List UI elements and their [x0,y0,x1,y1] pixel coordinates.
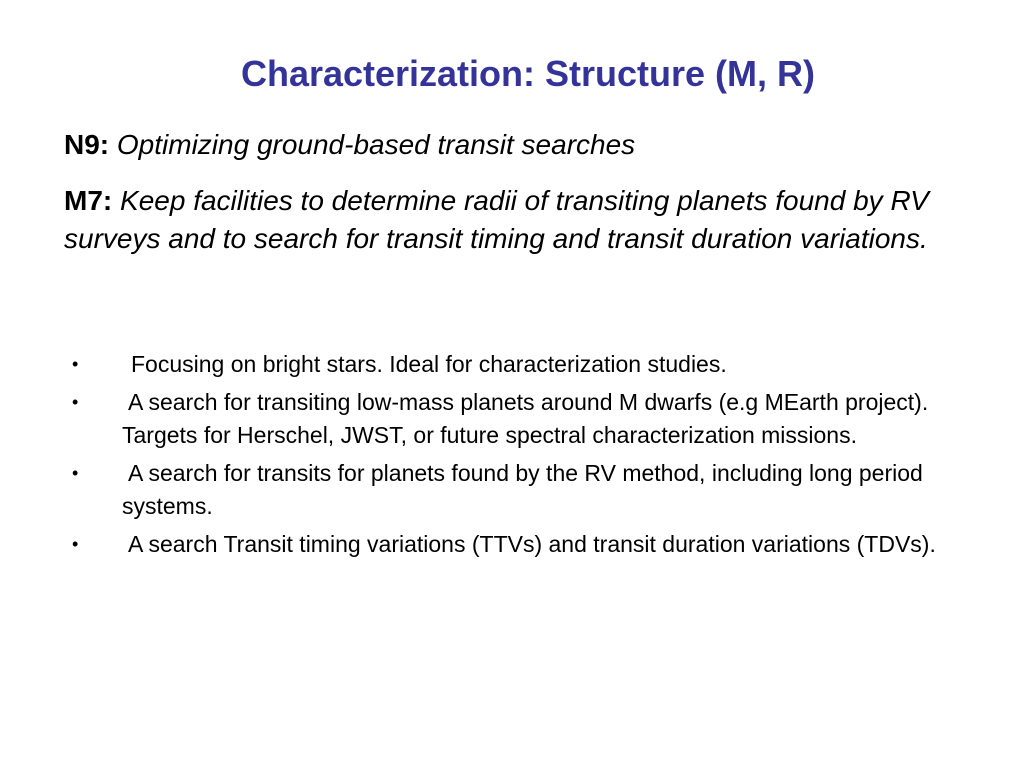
bullet-text: A search for transiting low-mass planets around M dwarfs (e.g MEarth project). Targets for Herschel, JWST, or future spectral characterization missions. [122,389,929,448]
requirement-text: Keep facilities to determine radii of transiting planets found by RV surveys and to search for transit timing and transit duration variations. [64,185,929,254]
requirement-code: N9: [64,129,110,160]
bullet-text: A search for transits for planets found by the RV method, including long period systems. [122,460,923,519]
bullet-list [0,348,1024,566]
bullet-icon: • [72,354,79,374]
bullet-text: Focusing on bright stars. Ideal for characterization studies. [131,351,727,377]
bullet-text: A search Transit timing variations (TTVs) and transit duration variations (TDVs). [128,531,936,557]
slide-title: Characterization: Structure (M, R) [240,53,816,94]
requirement-text: Optimizing ground-based transit searches [116,129,636,160]
requirement-n9 [64,126,964,164]
bullet-item [0,386,972,452]
requirement-code: M7: [64,185,113,216]
bullet-icon: • [72,534,79,554]
bullet-item [0,348,972,381]
bullet-icon: • [72,463,79,483]
requirement-m7 [64,182,944,258]
bullet-item [0,528,972,561]
bullet-item [0,457,972,523]
bullet-icon: • [72,392,79,412]
